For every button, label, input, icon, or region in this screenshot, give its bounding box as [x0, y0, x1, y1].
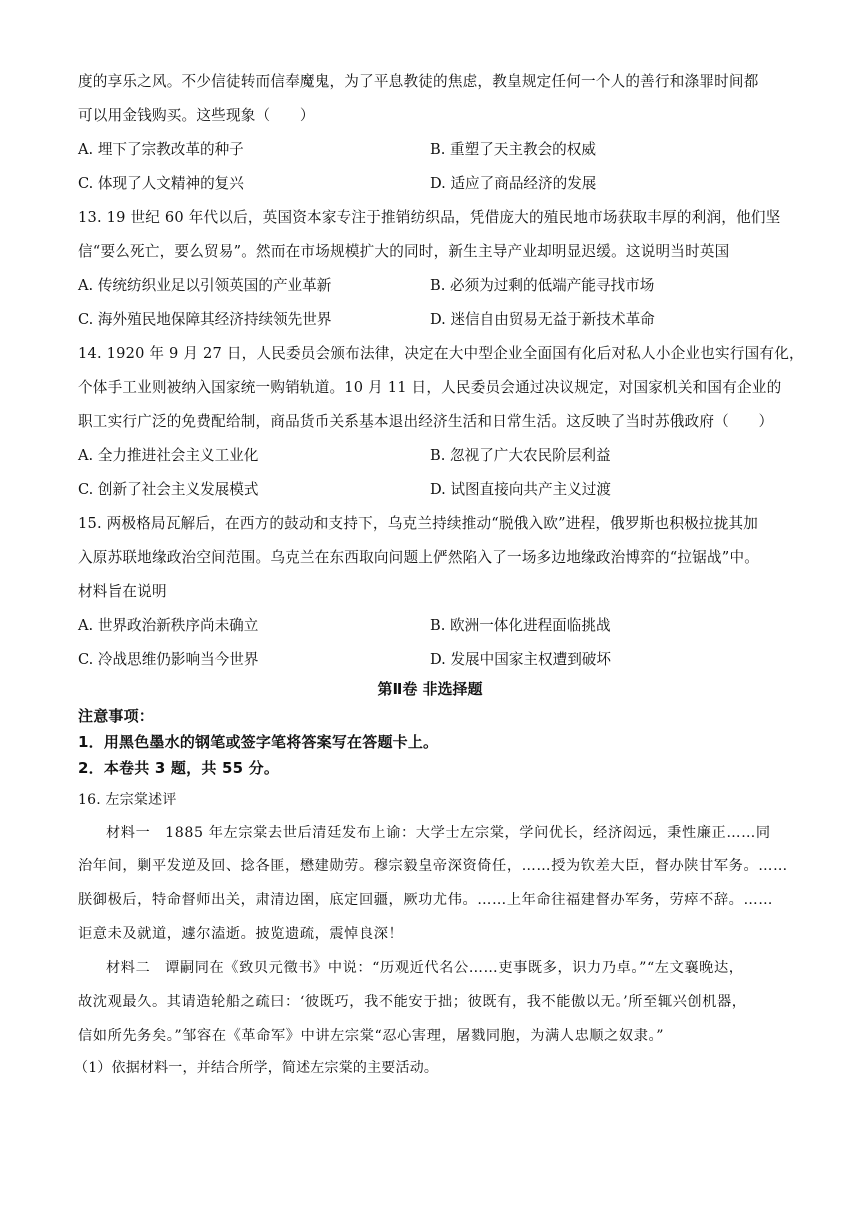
q15-option-b: B. 欧洲一体化进程面临挑战	[430, 617, 611, 634]
q15-stem-line-1: 15. 两极格局瓦解后，在西方的鼓动和支持下，乌克兰持续推动“脱俄入欧”进程，俄罗斯也积极拉拢其加	[78, 515, 759, 532]
q12-option-b: B. 重塑了天主教会的权威	[430, 141, 596, 158]
q16-title: 16. 左宗棠述评	[78, 792, 177, 808]
q16-material2-line-1: 材料二 谭嗣同在《致贝元徵书》中说：“历观近代名公……吏事既多，识力乃卓。”“左文襄晚达，	[106, 960, 744, 976]
q14-option-c: C. 创新了社会主义发展模式	[78, 481, 259, 498]
q13-stem-line-1: 13. 19 世纪 60 年代以后，英国资本家专注于推销纺织品，凭借庞大的殖民地市场获取丰厚的利润，他们坚	[78, 209, 781, 226]
notice-item-2: 2．本卷共 3 题，共 55 分。	[78, 759, 280, 777]
q16-material1-line-1: 材料一 1885 年左宗棠去世后清廷发布上谕：大学士左宗棠，学问优长，经济闳远，秉性廉正……同	[106, 825, 771, 841]
q15-stem-line-2: 入原苏联地缘政治空间范围。乌克兰在东西取向问题上俨然陷入了一场多边地缘政治博弈的“拉锯战”中。	[78, 549, 760, 566]
q15-option-a: A. 世界政治新秩序尚未确立	[78, 617, 259, 634]
q12-option-d: D. 适应了商品经济的发展	[430, 175, 597, 192]
q16-subquestion-1: （1）依据材料一，并结合所学，简述左宗棠的主要活动。	[74, 1060, 439, 1076]
q14-option-a: A. 全力推进社会主义工业化	[78, 447, 259, 464]
q13-option-d: D. 迷信自由贸易无益于新技术革命	[430, 311, 655, 328]
section-2-title: 第Ⅱ卷 非选择题	[377, 680, 483, 698]
q15-option-d: D. 发展中国家主权遭到破坏	[430, 651, 611, 668]
q16-material2-line-2: 故沈观最久。其请造轮船之疏曰：‘彼既巧，我不能安于拙；彼既有，我不能傲以无。’所至辄兴创机器，	[78, 994, 747, 1010]
notice-title: 注意事项：	[78, 707, 155, 725]
q14-option-b: B. 忽视了广大农民阶层利益	[430, 447, 611, 464]
q14-stem-line-3: 职工实行广泛的免费配给制，商品货币关系基本退出经济生活和日常生活。这反映了当时苏俄政府（ ）	[78, 413, 774, 430]
q12-option-a: A. 埋下了宗教改革的种子	[78, 141, 244, 158]
q15-option-c: C. 冷战思维仍影响当今世界	[78, 651, 259, 668]
q13-option-b: B. 必须为过剩的低端产能寻找市场	[430, 277, 655, 294]
q13-stem-line-2: 信“要么死亡，要么贸易”。然而在市场规模扩大的同时，新生主导产业却明显迟缓。这说明当时英国	[78, 243, 730, 260]
q16-material1-line-4: 讵意未及就道，遽尔溘逝。披览遗疏，震悼良深！	[78, 926, 404, 942]
q12-option-c: C. 体现了人文精神的复兴	[78, 175, 244, 192]
q14-option-d: D. 试图直接向共产主义过渡	[430, 481, 611, 498]
notice-item-1: 1．用黑色墨水的钢笔或签字笔将答案写在答题卡上。	[78, 733, 439, 751]
q16-material2-line-3: 信如所先务矣。”邹容在《革命军》中讲左宗棠“忍心害理，屠戮同胞，为满人忠顺之奴隶。”	[78, 1028, 665, 1044]
q15-stem-line-3: 材料旨在说明	[78, 583, 167, 600]
q14-stem-line-2: 个体手工业则被纳入国家统一购销轨道。10 月 11 日，人民委员会通过决议规定，对国家机关和国有企业的	[78, 379, 782, 396]
q16-material1-line-3: 朕御极后，特命督师出关，肃清边圉，底定回疆，厥功尤伟。……上年命往福建督办军务，劳瘁不辞。……	[78, 892, 774, 908]
q12-stem-line-2: 可以用金钱购买。这些现象（ ）	[78, 107, 315, 124]
q13-option-c: C. 海外殖民地保障其经济持续领先世界	[78, 311, 332, 328]
q13-option-a: A. 传统纺织业足以引领英国的产业革新	[78, 277, 332, 294]
q14-stem-line-1: 14. 1920 年 9 月 27 日，人民委员会颁布法律，决定在大中型企业全面国有化后对私人小企业也实行国有化，	[78, 345, 804, 362]
q16-material1-line-2: 治年间，剿平发逆及回、捻各匪，懋建勋劳。穆宗毅皇帝深资倚任，……授为钦差大臣，督办陕甘军务。……	[78, 858, 788, 874]
q12-stem-line-1: 度的享乐之风。不少信徒转而信奉魔鬼，为了平息教徒的焦虑，教皇规定任何一个人的善行和涤罪时间都	[78, 73, 759, 90]
